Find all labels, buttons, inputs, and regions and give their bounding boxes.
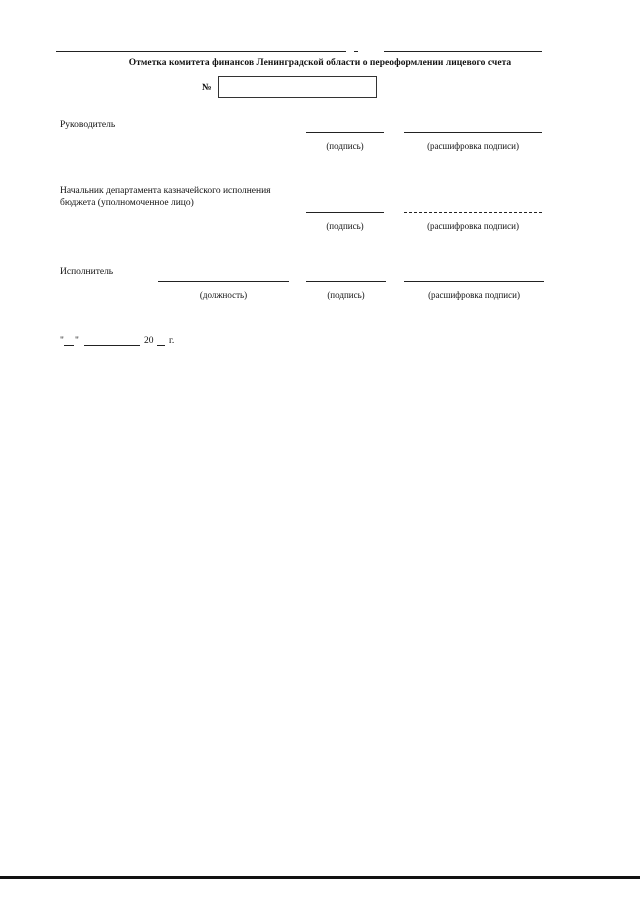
top-rule-left xyxy=(56,51,346,52)
executor-label: Исполнитель xyxy=(60,267,114,277)
top-rule-mark xyxy=(354,51,358,52)
section-title: Отметка комитета финансов Ленинградской области о переоформлении лицевого счета xyxy=(128,58,512,68)
head-signature-caption: (подпись) xyxy=(326,141,364,151)
date-month-blank xyxy=(84,345,140,346)
date-year-prefix: 20 xyxy=(144,336,154,346)
account-number-field[interactable] xyxy=(218,76,377,98)
head-signature-line xyxy=(306,132,384,133)
treasury-head-decoding-caption: (расшифровка подписи) xyxy=(427,221,519,231)
date-day-blank xyxy=(64,345,74,346)
executor-decoding-caption: (расшифровка подписи) xyxy=(428,290,520,300)
executor-signature-caption: (подпись) xyxy=(327,290,365,300)
head-label: Руководитель xyxy=(60,120,116,130)
executor-position-line xyxy=(158,281,289,282)
treasury-head-decoding-line xyxy=(404,212,542,213)
page-bottom-border xyxy=(0,876,640,879)
treasury-head-signature-caption: (подпись) xyxy=(326,221,364,231)
treasury-head-signature-line xyxy=(306,212,384,213)
date-year-suffix: г. xyxy=(169,336,175,346)
head-decoding-caption: (расшифровка подписи) xyxy=(427,141,519,151)
treasury-head-label-line1: Начальник департамента казначейского исполнения xyxy=(60,186,271,196)
date-close-quote: " xyxy=(75,336,79,346)
top-rule-right xyxy=(384,51,542,52)
treasury-head-label-line2: бюджета (уполномоченное лицо) xyxy=(60,198,194,208)
executor-position-caption: (должность) xyxy=(199,290,248,300)
date-open-quote: " xyxy=(60,336,64,346)
executor-signature-line xyxy=(306,281,386,282)
number-label: № xyxy=(202,83,212,93)
date-year-blank xyxy=(157,345,165,346)
executor-decoding-line xyxy=(404,281,544,282)
head-decoding-line xyxy=(404,132,542,133)
